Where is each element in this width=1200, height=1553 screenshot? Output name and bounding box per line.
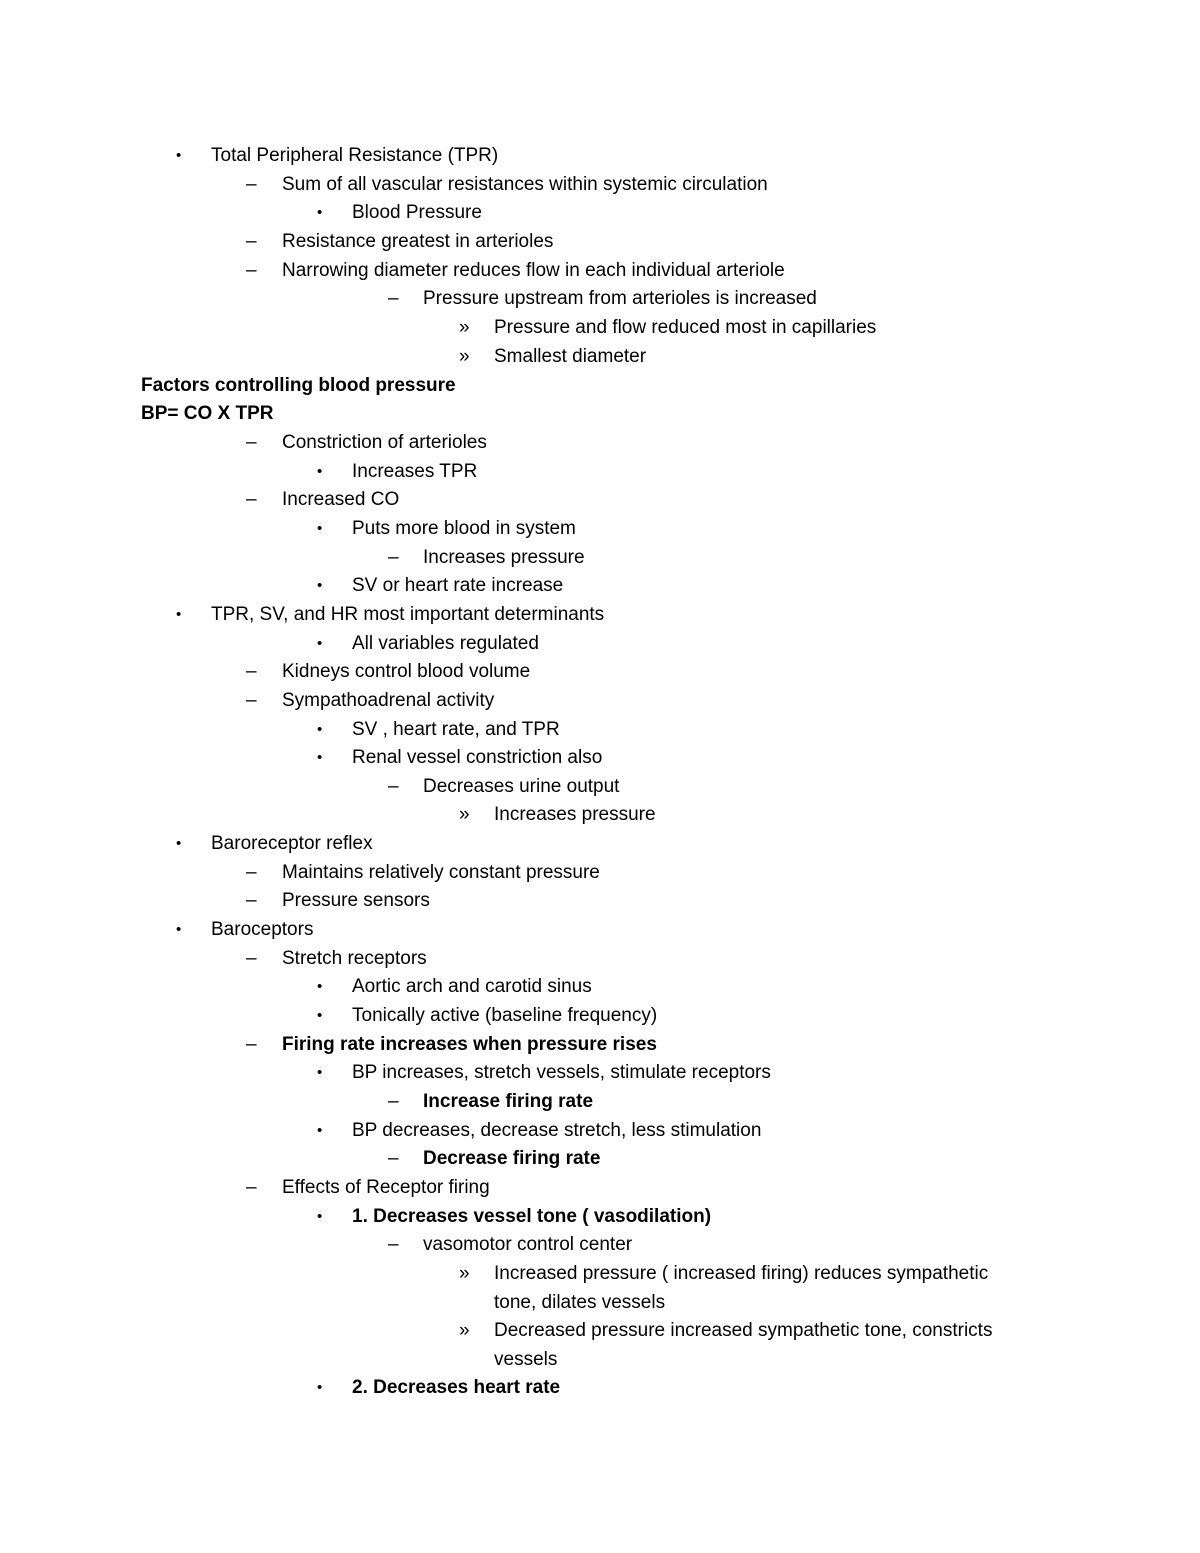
bullet-marker: • — [317, 1207, 323, 1225]
outline-text: BP decreases, decrease stretch, less stimulation — [352, 1119, 762, 1141]
outline-text: Kidneys control blood volume — [282, 661, 531, 683]
bullet-marker: • — [317, 749, 323, 767]
dash-marker: – — [388, 775, 399, 797]
dash-marker: – — [246, 259, 257, 281]
outline-text: Increased pressure ( increased firing) reduces sympathetic — [494, 1262, 989, 1284]
bullet-marker: • — [317, 1379, 323, 1397]
outline-text: Narrowing diameter reduces flow in each individual arteriole — [282, 259, 785, 281]
bullet-marker: • — [317, 1121, 323, 1139]
bullet-marker: • — [317, 1064, 323, 1082]
outline-text: Blood Pressure — [352, 202, 482, 224]
outline-text: Pressure sensors — [282, 890, 430, 912]
dash-marker: – — [246, 230, 257, 252]
bullet-marker: • — [317, 978, 323, 996]
bullet-marker: • — [176, 835, 182, 853]
equation-heading: BP= CO X TPR — [141, 403, 274, 424]
chevron-marker: » — [459, 804, 470, 826]
chevron-marker: » — [459, 345, 470, 367]
outline-text: vessels — [494, 1348, 558, 1370]
dash-marker: – — [246, 861, 257, 883]
outline-text: 1. Decreases vessel tone ( vasodilation) — [352, 1205, 712, 1227]
outline-text: SV or heart rate increase — [352, 575, 564, 597]
outline-text: vasomotor control center — [423, 1234, 633, 1256]
outline-text: Resistance greatest in arterioles — [282, 230, 554, 252]
outline-text: Tonically active (baseline frequency) — [352, 1005, 658, 1026]
outline-text: TPR, SV, and HR most important determinants — [211, 603, 605, 625]
outline-text: Increase firing rate — [423, 1090, 594, 1112]
outline-text: Baroreceptor reflex — [211, 833, 373, 855]
outline-text: Increased CO — [282, 489, 400, 511]
outline-text: Maintains relatively constant pressure — [282, 861, 600, 883]
outline-text: BP increases, stretch vessels, stimulate receptors — [352, 1062, 771, 1084]
dash-marker: – — [246, 661, 257, 683]
dash-marker: – — [246, 947, 257, 969]
outline-text: Puts more blood in system — [352, 517, 576, 539]
section-heading: Factors controlling blood pressure — [141, 375, 456, 396]
dash-marker: – — [246, 890, 257, 912]
dash-marker: – — [388, 1234, 399, 1256]
bullet-marker: • — [317, 577, 323, 595]
outline-text: Sum of all vascular resistances within systemic circulation — [282, 173, 768, 195]
outline-text: Aortic arch and carotid sinus — [352, 976, 592, 998]
bullet-marker: • — [176, 147, 182, 164]
bullet-marker: • — [317, 634, 323, 652]
outline-text: 2. Decreases heart rate — [352, 1377, 561, 1399]
dash-marker: – — [388, 1090, 399, 1112]
dash-marker: – — [246, 1176, 257, 1198]
dash-marker: – — [388, 1148, 399, 1170]
outline-text: Pressure and flow reduced most in capillaries — [494, 316, 877, 338]
bullet-marker: • — [317, 1007, 323, 1024]
bullet-marker: • — [176, 921, 182, 939]
dash-marker: – — [246, 432, 257, 453]
outline-text: tone, dilates vessels — [494, 1291, 666, 1313]
outline-text: Effects of Receptor firing — [282, 1176, 490, 1198]
outline-text: Decreased pressure increased sympathetic tone, constricts — [494, 1320, 993, 1342]
outline-text: Stretch receptors — [282, 947, 427, 969]
outline-text: Pressure upstream from arterioles is increased — [423, 288, 817, 310]
dash-marker: – — [388, 288, 399, 310]
outline-text: Increases TPR — [352, 460, 478, 482]
outline-text: Renal vessel constriction also — [352, 747, 603, 769]
outline-text: Total Peripheral Resistance (TPR) — [211, 145, 499, 166]
outline-text: Decreases urine output — [423, 775, 620, 797]
dash-marker: – — [246, 689, 257, 711]
outline-text: All variables regulated — [352, 632, 539, 654]
chevron-marker: » — [459, 1262, 470, 1284]
outline-text: Increases pressure — [423, 546, 585, 568]
dash-marker: – — [246, 173, 257, 195]
dash-marker: – — [246, 489, 257, 511]
dash-marker: – — [246, 1033, 257, 1055]
outline-text: Firing rate increases when pressure rises — [282, 1033, 657, 1055]
bullet-marker: • — [317, 519, 323, 537]
bullet-marker: • — [317, 720, 323, 738]
outline-text: Smallest diameter — [494, 345, 647, 367]
chevron-marker: » — [459, 316, 470, 338]
outline-text: SV , heart rate, and TPR — [352, 718, 560, 740]
bullet-marker: • — [317, 204, 323, 222]
bullet-marker: • — [176, 605, 182, 623]
bullet-marker: • — [317, 462, 323, 480]
chevron-marker: » — [459, 1320, 470, 1342]
outline-text: Sympathoadrenal activity — [282, 689, 495, 711]
outline-text: Increases pressure — [494, 804, 656, 826]
dash-marker: – — [388, 546, 399, 568]
outline-text: Baroceptors — [211, 919, 314, 941]
outline-text: Constriction of arterioles — [282, 432, 487, 453]
outline-text: Decrease firing rate — [423, 1148, 601, 1170]
